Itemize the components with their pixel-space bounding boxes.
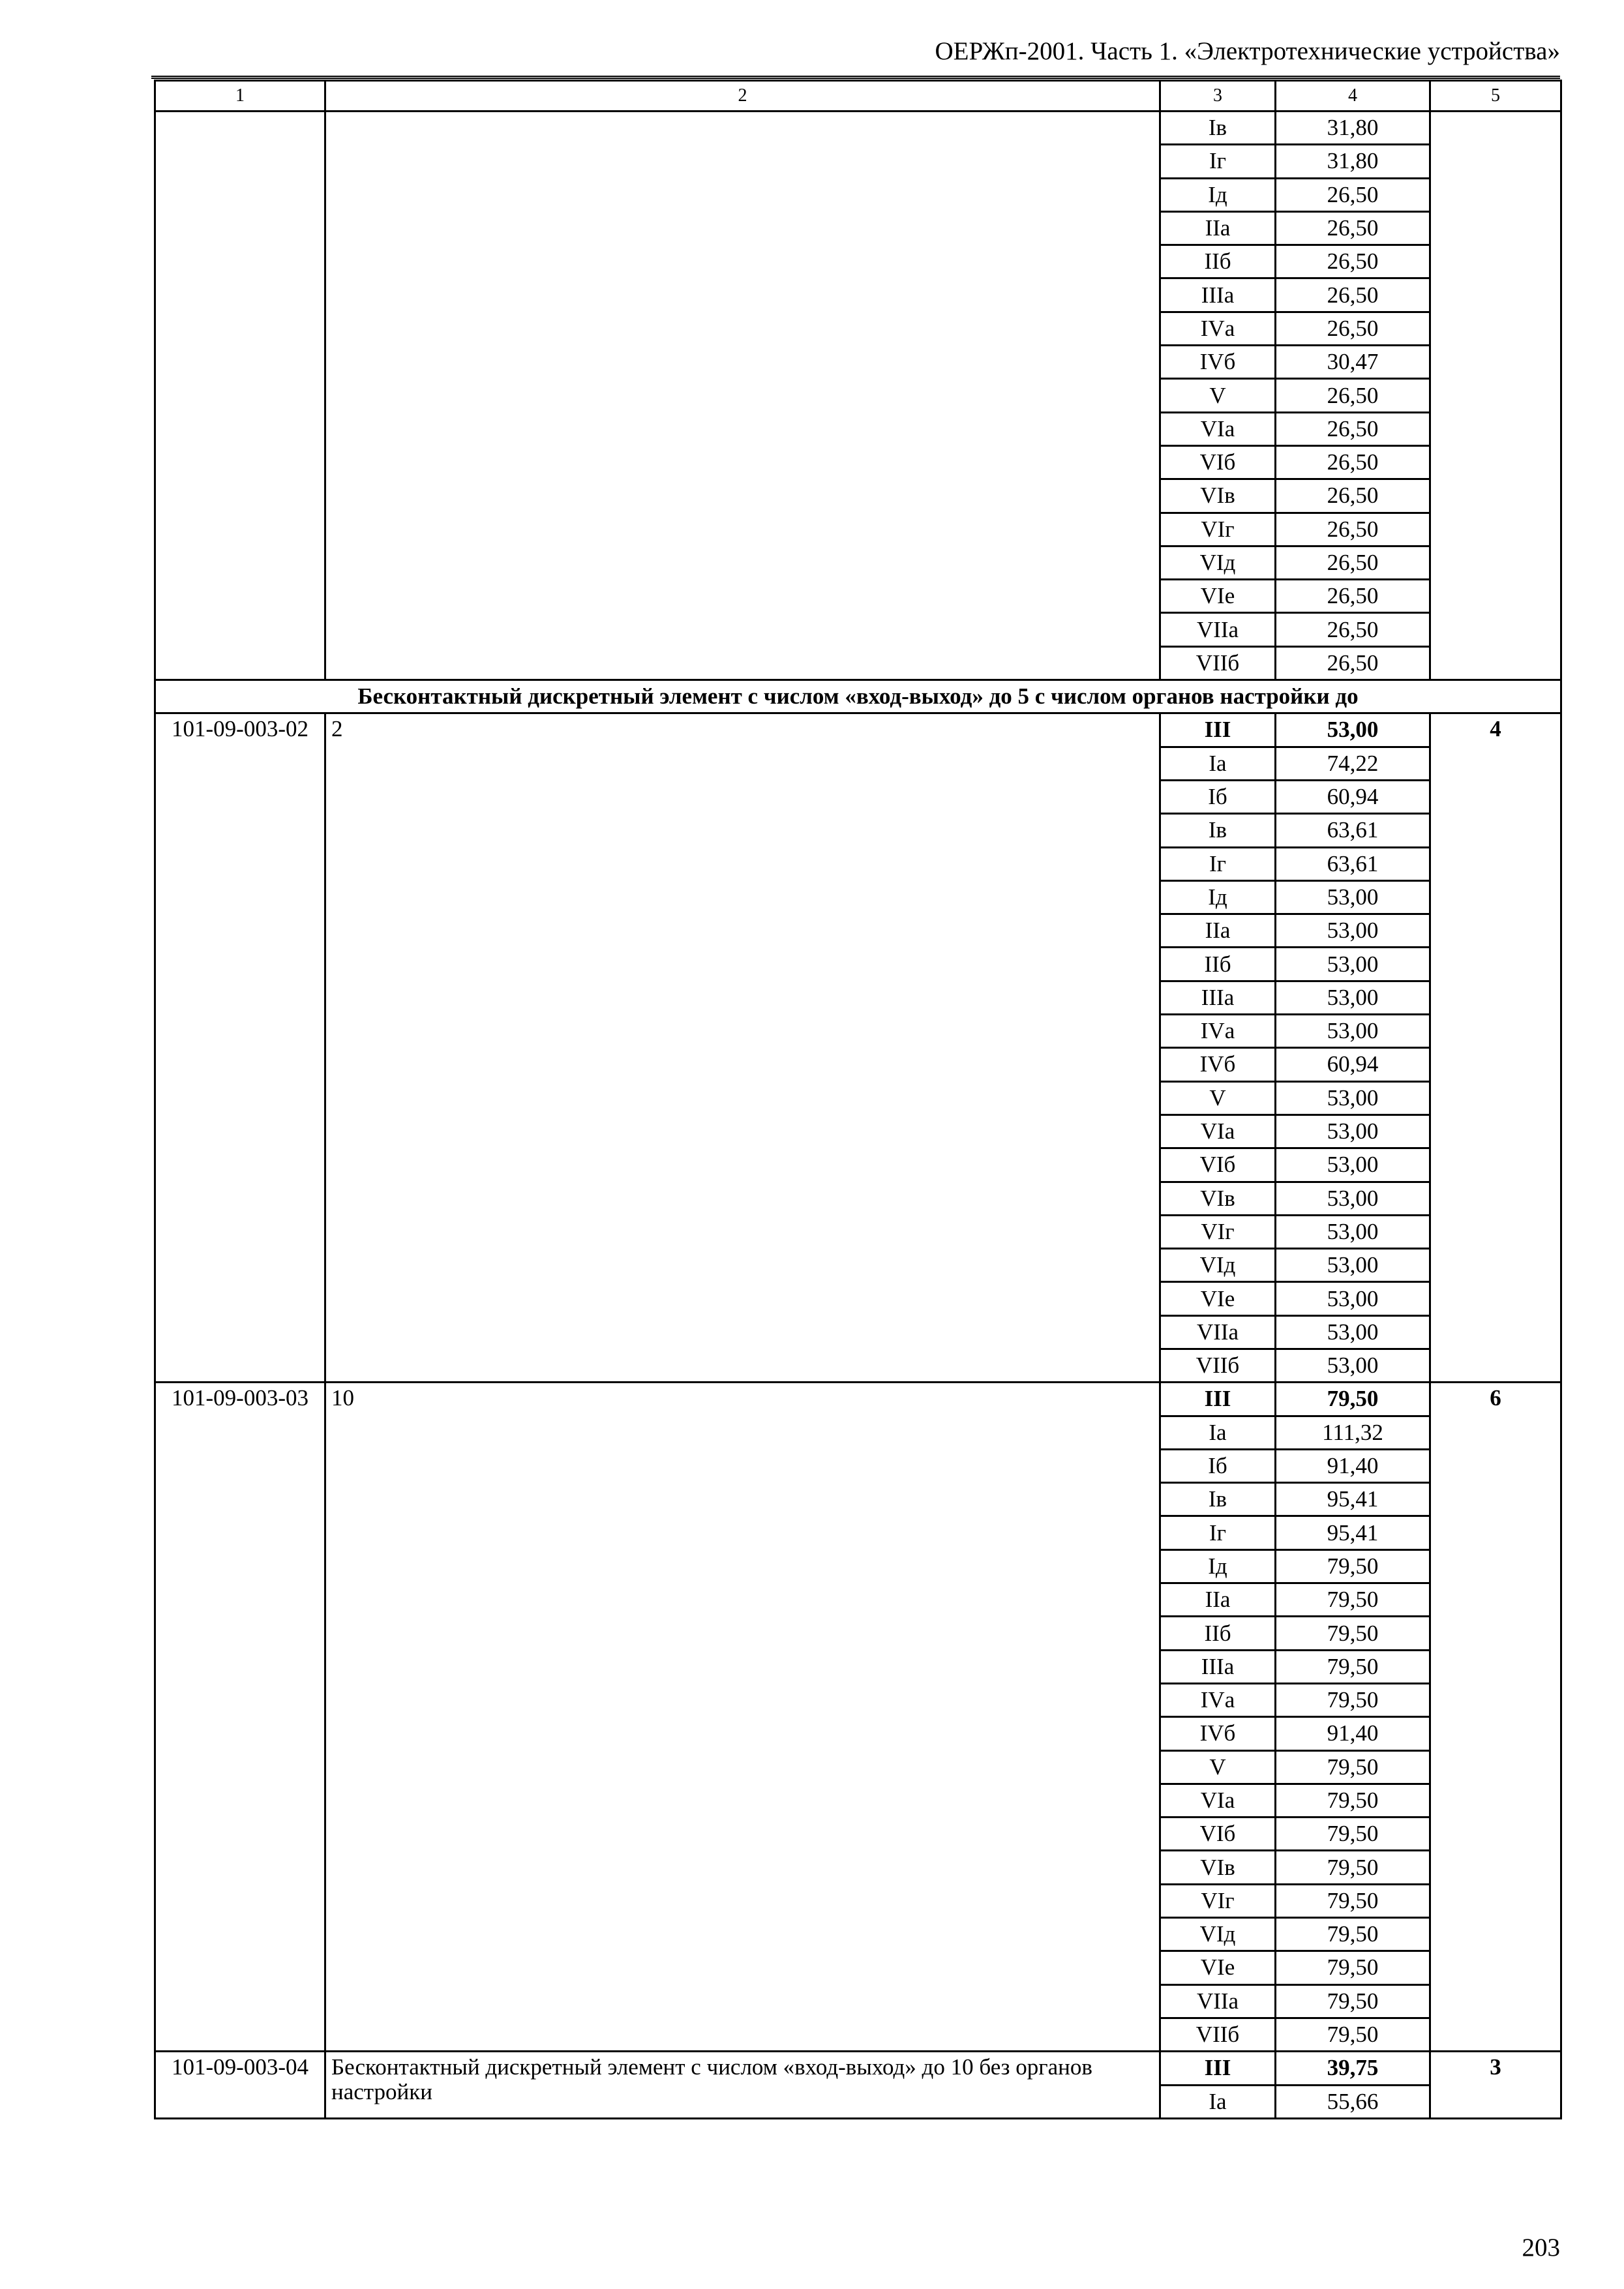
territory-category: VIа bbox=[1160, 1784, 1276, 1817]
territory-category: III bbox=[1160, 1383, 1276, 1416]
territory-category: IVа bbox=[1160, 1683, 1276, 1716]
territory-category: Iа bbox=[1160, 747, 1276, 780]
column-number: 3 bbox=[1160, 81, 1276, 112]
territory-category: IIIа bbox=[1160, 278, 1276, 312]
territory-category: VIб bbox=[1160, 445, 1276, 479]
territory-category: III bbox=[1160, 713, 1276, 747]
table-row bbox=[155, 713, 1561, 747]
rate-value: 53,00 bbox=[1276, 1349, 1430, 1382]
entry-name: Бесконтактный дискретный элемент с числом «вход-выход» до 10 без органов настройки bbox=[325, 2052, 1160, 2119]
rate-value: 53,00 bbox=[1276, 1215, 1430, 1248]
entry-column-5: 6 bbox=[1430, 1383, 1561, 2052]
rate-value: 91,40 bbox=[1276, 1717, 1430, 1750]
rate-value: 53,00 bbox=[1276, 1282, 1430, 1315]
page-number: 203 bbox=[1522, 2234, 1560, 2262]
rate-value: 79,50 bbox=[1276, 1650, 1430, 1683]
rate-value: 26,50 bbox=[1276, 278, 1430, 312]
territory-category: VIд bbox=[1160, 1918, 1276, 1951]
entry-name: 2 bbox=[325, 713, 1160, 1383]
territory-category: VIв bbox=[1160, 479, 1276, 513]
rate-value: 53,00 bbox=[1276, 1148, 1430, 1182]
rate-value: 26,50 bbox=[1276, 479, 1430, 513]
territory-category: VIIа bbox=[1160, 1984, 1276, 2018]
territory-category: VIIа bbox=[1160, 613, 1276, 646]
rate-value: 79,50 bbox=[1276, 1583, 1430, 1617]
rate-value: 53,00 bbox=[1276, 914, 1430, 948]
entry-name: 10 bbox=[325, 1383, 1160, 2052]
rate-value: 79,50 bbox=[1276, 1884, 1430, 1917]
territory-category: VIд bbox=[1160, 1249, 1276, 1282]
column-number-row bbox=[155, 81, 1561, 112]
rate-value: 79,50 bbox=[1276, 1383, 1430, 1416]
rate-value: 79,50 bbox=[1276, 1918, 1430, 1951]
entry-code: 101-09-003-03 bbox=[155, 1383, 325, 2052]
rate-value: 79,50 bbox=[1276, 1851, 1430, 1884]
entry-column-5 bbox=[1430, 112, 1561, 680]
page-header bbox=[151, 34, 1560, 79]
rate-value: 79,50 bbox=[1276, 2018, 1430, 2051]
column-number: 5 bbox=[1430, 81, 1561, 112]
rate-value: 26,50 bbox=[1276, 379, 1430, 412]
territory-category: Iд bbox=[1160, 880, 1276, 914]
territory-category: V bbox=[1160, 1081, 1276, 1115]
rate-value: 79,50 bbox=[1276, 1617, 1430, 1650]
rate-value: 53,00 bbox=[1276, 981, 1430, 1014]
territory-category: V bbox=[1160, 1750, 1276, 1784]
territory-category: VIд bbox=[1160, 546, 1276, 579]
territory-category: Iд bbox=[1160, 178, 1276, 211]
territory-category: III bbox=[1160, 2052, 1276, 2085]
territory-category: Iг bbox=[1160, 847, 1276, 880]
territory-category: VIIб bbox=[1160, 2018, 1276, 2051]
rate-value: 26,50 bbox=[1276, 445, 1430, 479]
rate-value: 111,32 bbox=[1276, 1416, 1430, 1449]
entry-column-5: 3 bbox=[1430, 2052, 1561, 2119]
territory-category: IIб bbox=[1160, 1617, 1276, 1650]
rates-table-body bbox=[155, 81, 1561, 2119]
entry-name bbox=[325, 112, 1160, 680]
territory-category: IVб bbox=[1160, 1717, 1276, 1750]
table-row bbox=[155, 1383, 1561, 1416]
territory-category: Iв bbox=[1160, 814, 1276, 847]
table-row bbox=[155, 2052, 1561, 2085]
rate-value: 74,22 bbox=[1276, 747, 1430, 780]
territory-category: Iв bbox=[1160, 112, 1276, 145]
rate-value: 26,50 bbox=[1276, 178, 1430, 211]
territory-category: IIа bbox=[1160, 1583, 1276, 1617]
rate-value: 53,00 bbox=[1276, 1315, 1430, 1349]
rate-value: 79,50 bbox=[1276, 1750, 1430, 1784]
rate-value: 26,50 bbox=[1276, 412, 1430, 445]
rate-value: 53,00 bbox=[1276, 1115, 1430, 1148]
territory-category: VIг bbox=[1160, 1884, 1276, 1917]
rate-value: 55,66 bbox=[1276, 2085, 1430, 2118]
rate-value: 79,50 bbox=[1276, 1784, 1430, 1817]
territory-category: VIе bbox=[1160, 580, 1276, 613]
territory-category: Iб bbox=[1160, 780, 1276, 813]
territory-category: VIг bbox=[1160, 513, 1276, 546]
rate-value: 53,00 bbox=[1276, 1015, 1430, 1048]
territory-category: V bbox=[1160, 379, 1276, 412]
rate-value: 26,50 bbox=[1276, 546, 1430, 579]
rate-value: 79,50 bbox=[1276, 1818, 1430, 1851]
entry-code: 101-09-003-02 bbox=[155, 713, 325, 1383]
territory-category: Iд bbox=[1160, 1549, 1276, 1583]
territory-category: Iб bbox=[1160, 1449, 1276, 1482]
territory-category: VIа bbox=[1160, 1115, 1276, 1148]
rates-table bbox=[154, 80, 1562, 2119]
rate-value: 26,50 bbox=[1276, 613, 1430, 646]
rate-value: 79,50 bbox=[1276, 1549, 1430, 1583]
territory-category: Iа bbox=[1160, 1416, 1276, 1449]
entry-column-5: 4 bbox=[1430, 713, 1561, 1383]
territory-category: VIа bbox=[1160, 412, 1276, 445]
territory-category: Iг bbox=[1160, 1516, 1276, 1549]
rate-value: 95,41 bbox=[1276, 1483, 1430, 1516]
rate-value: 95,41 bbox=[1276, 1516, 1430, 1549]
rate-value: 53,00 bbox=[1276, 1249, 1430, 1282]
territory-category: VIб bbox=[1160, 1148, 1276, 1182]
rate-value: 53,00 bbox=[1276, 713, 1430, 747]
rate-value: 79,50 bbox=[1276, 1984, 1430, 2018]
column-number: 2 bbox=[325, 81, 1160, 112]
territory-category: Iг bbox=[1160, 145, 1276, 178]
territory-category: Iа bbox=[1160, 2085, 1276, 2118]
territory-category: VIIб bbox=[1160, 646, 1276, 680]
rate-value: 53,00 bbox=[1276, 948, 1430, 981]
section-heading: Бесконтактный дискретный элемент с числом «вход-выход» до 5 с числом органов настройки до bbox=[155, 680, 1561, 713]
rate-value: 53,00 bbox=[1276, 880, 1430, 914]
rate-value: 31,80 bbox=[1276, 112, 1430, 145]
territory-category: Iв bbox=[1160, 1483, 1276, 1516]
territory-category: IIб bbox=[1160, 948, 1276, 981]
rate-value: 26,50 bbox=[1276, 312, 1430, 345]
territory-category: IIб bbox=[1160, 245, 1276, 278]
territory-category: IVа bbox=[1160, 312, 1276, 345]
rate-value: 63,61 bbox=[1276, 814, 1430, 847]
territory-category: IVб bbox=[1160, 1048, 1276, 1081]
rate-value: 53,00 bbox=[1276, 1081, 1430, 1115]
territory-category: VIг bbox=[1160, 1215, 1276, 1248]
entry-code bbox=[155, 112, 325, 680]
rate-value: 31,80 bbox=[1276, 145, 1430, 178]
territory-category: IIа bbox=[1160, 914, 1276, 948]
document-title: ОЕРЖп-2001. Часть 1. «Электротехнические устройства» bbox=[935, 37, 1560, 65]
rate-value: 79,50 bbox=[1276, 1683, 1430, 1716]
column-number: 4 bbox=[1276, 81, 1430, 112]
territory-category: VIв bbox=[1160, 1851, 1276, 1884]
table-row bbox=[155, 112, 1561, 145]
rate-value: 79,50 bbox=[1276, 1951, 1430, 1984]
territory-category: IIIа bbox=[1160, 981, 1276, 1014]
rate-value: 60,94 bbox=[1276, 780, 1430, 813]
territory-category: IIа bbox=[1160, 211, 1276, 245]
territory-category: VIв bbox=[1160, 1182, 1276, 1215]
rate-value: 53,00 bbox=[1276, 1182, 1430, 1215]
territory-category: IVб bbox=[1160, 346, 1276, 379]
territory-category: IIIа bbox=[1160, 1650, 1276, 1683]
territory-category: VIIб bbox=[1160, 1349, 1276, 1382]
column-number: 1 bbox=[155, 81, 325, 112]
entry-code: 101-09-003-04 bbox=[155, 2052, 325, 2119]
territory-category: IVа bbox=[1160, 1015, 1276, 1048]
territory-category: VIIа bbox=[1160, 1315, 1276, 1349]
section-heading-row bbox=[155, 680, 1561, 713]
rate-value: 60,94 bbox=[1276, 1048, 1430, 1081]
rate-value: 91,40 bbox=[1276, 1449, 1430, 1482]
rate-value: 26,50 bbox=[1276, 580, 1430, 613]
rate-value: 63,61 bbox=[1276, 847, 1430, 880]
rate-value: 26,50 bbox=[1276, 513, 1430, 546]
rate-value: 26,50 bbox=[1276, 245, 1430, 278]
territory-category: VIе bbox=[1160, 1282, 1276, 1315]
rate-value: 30,47 bbox=[1276, 346, 1430, 379]
rate-value: 26,50 bbox=[1276, 646, 1430, 680]
territory-category: VIе bbox=[1160, 1951, 1276, 1984]
territory-category: VIб bbox=[1160, 1818, 1276, 1851]
rate-value: 26,50 bbox=[1276, 211, 1430, 245]
rate-value: 39,75 bbox=[1276, 2052, 1430, 2085]
